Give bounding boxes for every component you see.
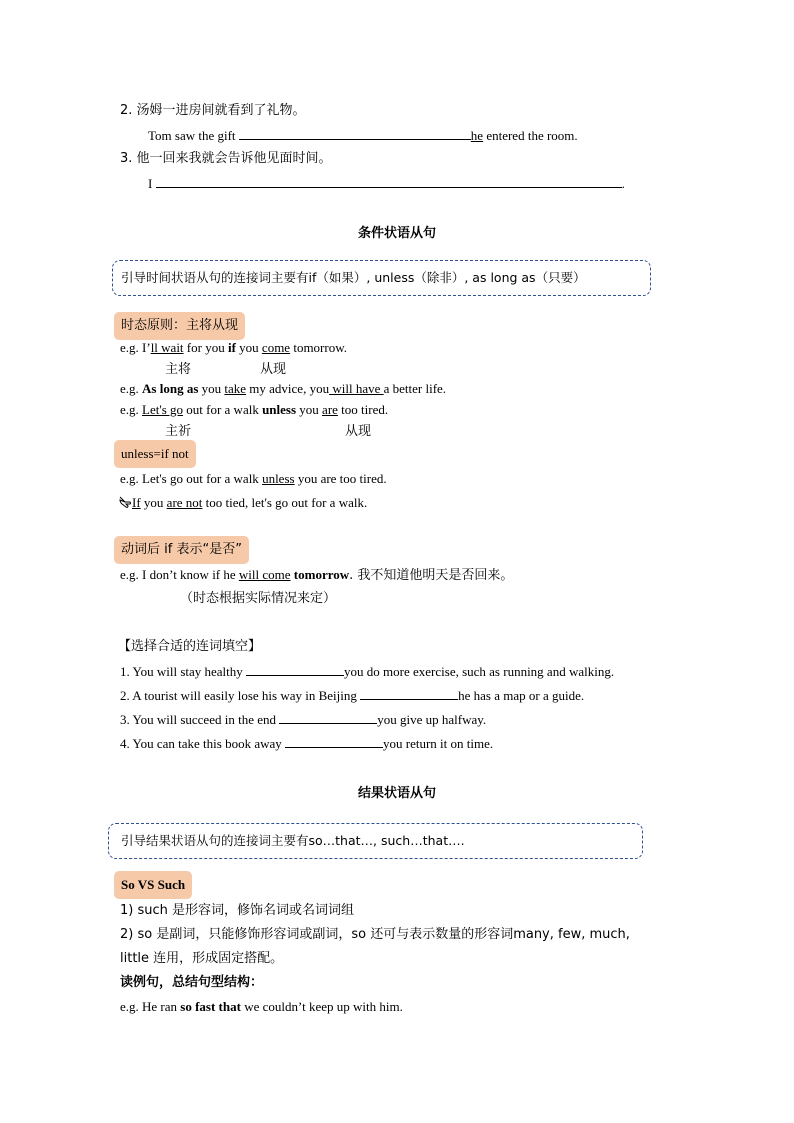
if-note: （时态根据实际情况来定） — [180, 591, 337, 606]
if-ex-post: . 我不知道他明天是否回来。 — [349, 568, 514, 583]
condition-example-2 — [120, 380, 446, 398]
ex2-main-verb: will have — [329, 381, 384, 396]
exercise-3-chinese: 3. 他一回来我就会告诉他见面时间。 — [120, 151, 332, 166]
result-ex-post: we couldn’t keep up with him. — [240, 999, 403, 1014]
unless-tag: unless=if not — [114, 440, 196, 468]
ex3-main-verb: Let's go — [142, 402, 184, 417]
ex3-post: too tired. — [337, 402, 389, 417]
fill-ex4-b: you return it on time. — [383, 736, 494, 751]
so-vs-such-tag: So VS Such — [114, 871, 192, 899]
condition-heading: 条件状语从句 — [357, 226, 436, 241]
ex3-label-main: 主祈 — [165, 424, 192, 439]
ex2-post: a better life. — [383, 381, 447, 396]
ex3-mid1: out for a walk — [183, 402, 263, 417]
ex3-conjunction: unless — [262, 402, 297, 417]
fill-exercise-2 — [120, 686, 584, 705]
tense-rule-tag: 时态原则：主将从现 — [114, 312, 245, 340]
exercise-2-blank[interactable] — [239, 126, 471, 140]
exercise-3-english — [148, 174, 625, 193]
result-ex-pattern: so fast that — [180, 999, 241, 1014]
fill-ex2-a: 2. A tourist will easily lose his way in Beijing — [120, 688, 361, 703]
unless-ex1-post: you are too tired. — [294, 471, 387, 486]
condition-example-3 — [120, 401, 388, 419]
ex3-mid2: you — [296, 402, 323, 417]
exercise-2-text-a: Tom saw the gift — [148, 128, 239, 143]
fill-ex2-b: he has a map or a guide. — [458, 688, 585, 703]
result-ex-pre: e.g. He ran — [120, 999, 181, 1014]
exercise-2-text-b: he — [470, 128, 484, 143]
ex1-label-main: 主将 — [165, 362, 192, 377]
result-point-2: 2) so 是副词，只能修饰形容词或副词，so 还可与表示数量的形容词many, few, much, — [120, 927, 630, 942]
ex1-conjunction: if — [227, 340, 236, 355]
ex1-sub-verb: come — [261, 340, 291, 355]
unless-ex1-conjunction: unless — [262, 471, 295, 486]
result-intro-box — [108, 823, 643, 859]
ex2-conjunction: As long as — [142, 381, 199, 396]
ex3-sub-verb: are — [322, 402, 338, 417]
if-whether-tag: 动词后 if 表示“是否” — [114, 536, 249, 564]
ex1-post: tomorrow. — [290, 340, 348, 355]
if-ex-time: tomorrow — [290, 567, 350, 582]
if-example — [120, 566, 513, 585]
fill-ex1-b: you do more exercise, such as running and walking. — [344, 664, 615, 679]
fill-exercise-1 — [120, 662, 614, 681]
ex1-main-verb: ll wait — [150, 340, 184, 355]
ex2-mid2: my advice, you — [246, 381, 330, 396]
fill-exercise-3 — [120, 710, 486, 729]
unless-ex2-verb: are not — [166, 495, 203, 510]
ex2-mid1: you — [198, 381, 225, 396]
unless-ex2-post: too tied, let's go out for a walk. — [202, 495, 368, 510]
exercise-3-blank[interactable] — [156, 174, 622, 188]
unless-example-2 — [118, 494, 367, 512]
unless-ex2-mid: you — [140, 495, 167, 510]
if-ex-verb: will come — [238, 567, 291, 582]
unless-example-1 — [120, 470, 387, 488]
exercise-2-english — [148, 126, 578, 145]
if-ex-pre: e.g. I don’t know if he — [120, 567, 239, 582]
ex3-pre: e.g. — [120, 402, 143, 417]
fill-exercise-4 — [120, 734, 493, 753]
fill-ex2-blank[interactable] — [360, 686, 458, 700]
fill-ex1-a: 1. You will stay healthy — [120, 664, 247, 679]
fill-ex3-a: 3. You will succeed in the end — [120, 712, 280, 727]
unless-ex1-pre: e.g. Let's go out for a walk — [120, 471, 263, 486]
ex1-label-sub: 从现 — [260, 362, 287, 377]
condition-example-1 — [120, 339, 347, 357]
exercise-title: 【选择合适的连词填空】 — [118, 639, 262, 654]
condition-intro-text: 引导时间状语从句的连接词主要有if（如果）, unless（除非）, as long as（只要） — [121, 270, 586, 285]
result-point-2b: little 连用，形成固定搭配。 — [120, 951, 284, 966]
ex2-sub-verb: take — [224, 381, 247, 396]
ex1-pre: e.g. I’ — [120, 340, 151, 355]
fill-ex3-blank[interactable] — [279, 710, 377, 724]
ex1-mid2: you — [235, 340, 262, 355]
pointing-hand-icon — [118, 495, 132, 509]
ex2-pre: e.g. — [120, 381, 143, 396]
result-point-1: 1) such 是形容词，修饰名词或名词词组 — [120, 903, 355, 918]
ex1-mid1: for you — [183, 340, 228, 355]
fill-ex1-blank[interactable] — [246, 662, 344, 676]
result-heading: 结果状语从句 — [357, 786, 436, 801]
fill-ex4-blank[interactable] — [285, 734, 383, 748]
result-intro-text: 引导结果状语从句的连接词主要有so…that…, such…that…. — [121, 833, 465, 848]
condition-intro-box — [112, 260, 651, 296]
ex3-label-sub: 从现 — [345, 424, 372, 439]
exercise-2-chinese: 2. 汤姆一进房间就看到了礼物。 — [120, 103, 306, 118]
fill-ex3-b: you give up halfway. — [377, 712, 487, 727]
exercise-3-text-end: . — [621, 176, 625, 191]
exercise-2-text-c: entered the room. — [483, 128, 578, 143]
fill-ex4-a: 4. You can take this book away — [120, 736, 286, 751]
read-title: 读例句，总结句型结构： — [120, 975, 264, 990]
result-example — [120, 998, 403, 1016]
unless-ex2-if: If — [132, 495, 141, 510]
exercise-3-text-a: I — [148, 176, 156, 191]
